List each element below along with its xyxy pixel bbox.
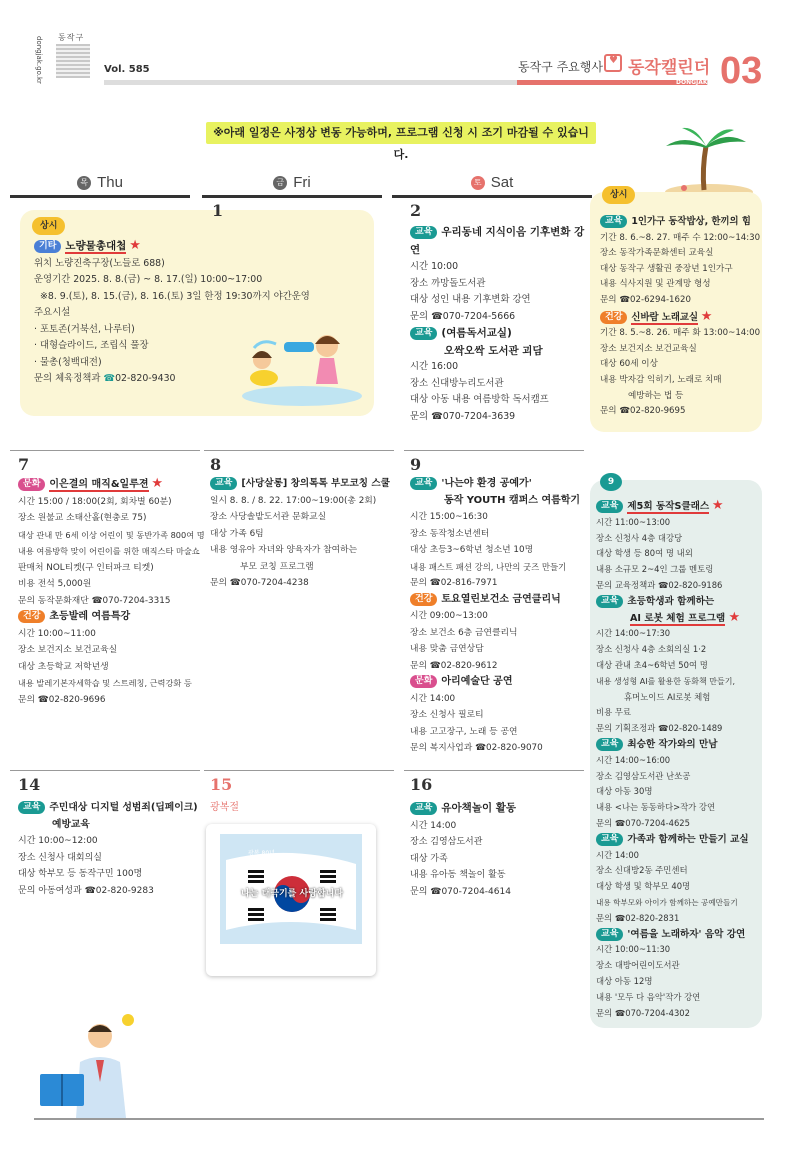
event-title: 주민대상 디지털 성범죄(딥페이크) xyxy=(49,802,198,813)
category-tag: 교육 xyxy=(410,802,437,815)
event-line: 대상 60세 이상 xyxy=(600,359,658,370)
star-icon: ★ xyxy=(728,609,741,625)
event-line: 내용 고고장구, 노래 등 공연 xyxy=(410,726,518,737)
calendar-icon xyxy=(604,54,622,72)
event-title: (여름독서교실) xyxy=(441,327,512,339)
header-event-label: 동작구 주요행사 xyxy=(518,60,603,74)
event-line: 대상 학생 등 80여 명 내외 xyxy=(596,548,693,559)
contact-dept: 체육정책과 xyxy=(55,373,101,384)
event-line: 시간 10:00~11:30 xyxy=(596,944,671,955)
category-tag: 교육 xyxy=(596,500,623,513)
event-line: 시간 15:00~16:30 xyxy=(410,512,488,522)
event-line: 문의 ☎070-7204-4625 xyxy=(596,817,690,828)
day14-events xyxy=(18,800,204,899)
event-line: 대상 아동 12명 xyxy=(596,975,653,986)
always-badge: 상시 xyxy=(32,217,65,235)
day2-events xyxy=(410,224,590,425)
day-number: 1 xyxy=(212,201,224,220)
event-title: 아리예술단 공연 xyxy=(441,676,513,687)
event-line: 대상 가족 xyxy=(410,853,448,864)
event-title: 토요열린보건소 금연클리닉 xyxy=(441,593,561,605)
event-title: 우리동네 지식이음 기후변화 강연 xyxy=(410,226,585,256)
event-title-line2: 오싹오싹 도서관 괴담 xyxy=(444,344,543,357)
event-line: 휴머노이드 AI로봇 체험 xyxy=(624,691,711,702)
row-divider xyxy=(204,450,394,451)
event-line: 대상 아동 내용 여름방학 독서캠프 xyxy=(410,394,549,405)
logo-label: 동작구 xyxy=(58,33,85,42)
footer-divider xyxy=(34,1118,764,1120)
category-tag: 기타 xyxy=(34,240,61,253)
star-icon: ★ xyxy=(129,238,141,253)
event-line: 내용 박자감 익히기, 노래로 치매 xyxy=(600,374,722,385)
logo-vertical-text: dongjak.go.kr xyxy=(35,36,43,84)
event-line: 내용 영유아 자녀와 양육자가 참여하는 xyxy=(210,545,358,555)
day-number-badge: 9 xyxy=(600,473,622,491)
event-title: 초등학생과 함께하는 xyxy=(627,595,715,607)
star-icon: ★ xyxy=(151,476,163,491)
event-line: 문의 ☎070-7204-3639 xyxy=(410,410,516,422)
palm-island-illustration xyxy=(654,124,754,202)
event-line: 문의 ☎070-7204-4302 xyxy=(596,1007,690,1018)
day8-events xyxy=(210,476,396,592)
page-title: 동작캘린더 xyxy=(628,58,711,78)
event-line: 장소 김영삼도서관 xyxy=(410,837,483,847)
event-line: 문의 ☎02-820-9612 xyxy=(410,660,498,671)
event-line: 장소 동작가족문화센터 교육실 xyxy=(600,248,714,259)
event-line: 대상 관내 만 6세 이상 어린이 및 동반가족 800여 명 xyxy=(18,529,205,540)
event-title: 신바람 노래교실 xyxy=(631,311,699,323)
category-tag: 교육 xyxy=(18,801,45,814)
star-icon: ★ xyxy=(711,498,724,513)
row-divider xyxy=(404,450,584,451)
day-number: 14 xyxy=(18,775,41,794)
event-line: 문의 동작문화재단 ☎070-7204-3315 xyxy=(18,595,171,606)
row-divider xyxy=(10,770,200,771)
kids-water-play-illustration xyxy=(232,318,362,408)
event-line: 장소 신대방누리도서관 xyxy=(410,377,504,389)
event-line: 시간 15:00 / 18:00(2회, 회차별 60분) xyxy=(18,496,172,507)
event-line: ※8. 9.(토), 8. 15.(금), 8. 16.(토) 3일 한정 19:30까지 야간운영 xyxy=(40,290,310,302)
day16-events xyxy=(410,800,590,900)
event-line: 장소 신청사 필로티 xyxy=(410,710,484,720)
event-line: 운영기간 2025. 8. 8.(금) ~ 8. 17.(일) 10:00~17:00 xyxy=(34,274,263,285)
category-tag: 교육 xyxy=(600,215,627,228)
row-divider xyxy=(10,450,200,451)
day7-events xyxy=(18,476,204,708)
event-line: 내용 맞춤 금연상담 xyxy=(410,644,484,654)
contact-label: 문의 xyxy=(34,373,53,384)
event-line: 비용 무료 xyxy=(596,707,632,718)
always-badge: 상시 xyxy=(602,186,635,204)
event-line: 장소 보건지소 보건교육실 xyxy=(18,645,118,655)
event-line: 문의 교육정책과 ☎02-820-9186 xyxy=(596,579,723,590)
event-line: 시간 10:00 xyxy=(410,261,459,272)
row-divider xyxy=(404,770,584,771)
qr-code-icon xyxy=(56,44,90,78)
day-header-fri xyxy=(202,174,382,198)
event-line: 문의 복지사업과 ☎02-820-9070 xyxy=(410,743,543,753)
event-line: · 물총(청백대전) xyxy=(34,356,102,368)
event-title-line2: 예방교육 xyxy=(52,818,90,830)
day-label-thu: Thu xyxy=(97,174,123,191)
sat-day9-events xyxy=(596,498,762,1021)
day-circle-sat: 토 xyxy=(471,176,485,190)
event-line: 예방하는 법 등 xyxy=(628,390,684,401)
event-line: 주요시설 xyxy=(34,307,71,318)
event-line: 문의 ☎02-820-9696 xyxy=(18,694,106,705)
category-tag: 교육 xyxy=(410,226,437,239)
event-line: 시간 14:00 xyxy=(596,849,639,860)
event-line: 시간 14:00~16:00 xyxy=(596,754,671,765)
category-tag: 건강 xyxy=(410,593,437,606)
page-number: 03 xyxy=(720,50,763,92)
event-line: 문의 ☎02-816-7971 xyxy=(410,578,498,588)
event-line: 장소 신청사 4층 대강당 xyxy=(596,532,683,543)
category-tag: 문화 xyxy=(410,675,437,688)
event-title-line2: 동작 YOUTH 캠퍼스 여름학기 xyxy=(444,494,581,506)
person-reading-illustration xyxy=(36,1012,166,1118)
event-title: 1인가구 동작밥상, 한끼의 힘 xyxy=(631,216,751,227)
event-line: 기간 8. 5.~8. 26. 매주 화 13:00~14:00 xyxy=(600,328,761,339)
event-line: 문의 ☎070-7204-4238 xyxy=(210,578,309,588)
category-tag: 교육 xyxy=(596,738,623,751)
event-line: 내용 학부모와 아이가 함께하는 공예만들기 xyxy=(596,897,738,907)
event-line: 문의 ☎02-820-9695 xyxy=(600,406,686,417)
event-line: · 대형슬라이드, 조립식 풀장 xyxy=(34,340,149,351)
event-title: '나는야 환경 공예가' xyxy=(441,478,532,489)
event-line: 대상 동작구 생활권 중장년 1인가구 xyxy=(600,263,733,274)
holiday-label: 광복절 xyxy=(210,802,239,813)
event-title: 노량물총대첩 xyxy=(65,240,127,252)
header-dongjak-en: DONGJAK xyxy=(676,79,708,86)
day-header-sat xyxy=(392,174,592,198)
event-title: 유아책놀이 활동 xyxy=(441,802,517,814)
day-number: 9 xyxy=(410,455,422,474)
day-header-thu xyxy=(10,174,190,198)
event-line: 내용 발레기본자세학습 및 스트레칭, 근력강화 등 xyxy=(18,678,192,688)
event-line: 장소 동작청소년센터 xyxy=(410,528,490,539)
event-line: · 포토존(거북선, 나루터) xyxy=(34,323,135,335)
event-line: 장소 보건지소 보건교육실 xyxy=(600,343,697,354)
event-line: 내용 <나는 동동하다>작가 강연 xyxy=(596,802,716,813)
event-line: 장소 까망돌도서관 xyxy=(410,277,486,289)
event-line: 내용 여름방학 맞이 어린이를 위한 매직스타 마술쇼 xyxy=(18,546,200,556)
row-divider xyxy=(204,770,394,771)
event-line: 시간 14:00 xyxy=(410,820,457,831)
event-title-line2: AI 로봇 체험 프로그램 xyxy=(630,612,726,624)
event-line: 시간 11:00~13:00 xyxy=(596,516,671,527)
event-line: 대상 초등학교 저학년생 xyxy=(18,661,109,672)
flag-caption: 나는 태극기를 사랑합니다 xyxy=(241,889,343,899)
event-line: 장소 신대방2동 주민센터 xyxy=(596,865,688,876)
event-title: 최승한 작가와의 만남 xyxy=(627,738,718,750)
volume-number: Vol. 585 xyxy=(104,64,150,75)
event-line: 장소 대방어린이도서관 xyxy=(596,960,680,971)
event-line: 장소 신청사 4층 소회의실 1·2 xyxy=(596,644,707,655)
event-line: 문의 ☎070-7204-4614 xyxy=(410,886,511,897)
event-line: 문의 기획조정과 ☎02-820-1489 xyxy=(596,723,723,734)
event-line: 시간 16:00 xyxy=(410,361,459,372)
event-line: 장소 원불교 소태산홀(현충로 75) xyxy=(18,513,147,523)
event-line: 판매처 NOL티켓(구 인터파크 티켓) xyxy=(18,562,154,573)
event-title: '여름을 노래하자' 음악 강연 xyxy=(627,928,746,940)
event-line: 문의 아동여성과 ☎02-820-9283 xyxy=(18,885,154,896)
event-title: [사당살롱] 창의톡톡 부모코칭 스쿨 xyxy=(241,478,390,489)
category-tag: 교육 xyxy=(596,928,623,941)
day-label-fri: Fri xyxy=(293,174,311,191)
event-line: 장소 김영삼도서관 난쏘공 xyxy=(596,770,691,781)
event-line: 대상 학생 및 학부모 40명 xyxy=(596,881,691,892)
event-line: 장소 보건소 6층 금연클리닉 xyxy=(410,627,518,638)
day-number: 2 xyxy=(410,201,422,220)
event-line: 대상 가족 6팀 xyxy=(210,528,264,539)
notice-banner: ※아래 일정은 사정상 변동 가능하며, 프로그램 신청 시 조기 마감될 수 있습니다. xyxy=(206,122,596,144)
day-circle-thu: 목 xyxy=(77,176,91,190)
day-number: 16 xyxy=(410,775,433,794)
taegukgi-photo-card xyxy=(206,824,376,976)
contact-phone: 02-820-9430 xyxy=(115,373,176,384)
event-title: 제5회 동작S클래스 xyxy=(627,501,710,512)
event-line: 기간 8. 6.~8. 27. 매주 수 12:00~14:30 xyxy=(600,232,761,243)
event-line: 문의 ☎070-7204-5666 xyxy=(410,310,516,322)
phone-icon: ☎ xyxy=(103,373,116,384)
event-line: 내용 '모두 다 음악'작가 강연 xyxy=(596,991,701,1002)
category-tag: 교육 xyxy=(596,595,623,608)
day-circle-fri: 금 xyxy=(273,176,287,190)
category-tag: 교육 xyxy=(596,833,623,846)
event-line: 부모 코칭 프로그램 xyxy=(240,561,314,572)
event-line: 시간 10:00~11:00 xyxy=(18,628,96,639)
event-line: 대상 초등3~6학년 청소년 10명 xyxy=(410,545,534,555)
event-line: 비용 전석 5,000원 xyxy=(18,579,92,589)
event-line: 내용 유아동 책놀이 활동 xyxy=(410,870,506,880)
day-number: 8 xyxy=(210,455,222,474)
category-tag: 교육 xyxy=(410,327,437,340)
event-line: 장소 사당솔밭도서관 문화교실 xyxy=(210,512,327,522)
flag-small-caption: 광복 80년 xyxy=(248,850,275,857)
event-line: 시간 09:00~13:00 xyxy=(410,611,488,621)
category-tag: 건강 xyxy=(18,610,45,623)
event-line: 내용 식사지원 및 관계망 형성 xyxy=(600,279,711,290)
event-line: 시간 14:00 xyxy=(410,693,456,704)
event-line: 시간 14:00~17:30 xyxy=(596,628,671,639)
category-tag: 건강 xyxy=(600,311,627,324)
category-tag: 교육 xyxy=(410,477,437,490)
event-line: 내용 소규모 2~4인 그룹 멘토링 xyxy=(596,564,714,575)
day-number: 7 xyxy=(18,455,30,474)
event-title: 가족과 함께하는 만들기 교실 xyxy=(627,833,749,845)
event-line: 대상 성인 내용 기후변화 강연 xyxy=(410,294,531,305)
event-title: 이은결의 매직&일루젼 xyxy=(49,479,149,490)
event-line: 일시 8. 8. / 8. 22. 17:00~19:00(총 2회) xyxy=(210,495,377,506)
event-title: 초등발레 여름특강 xyxy=(49,611,131,622)
event-line: 문의 ☎02-6294-1620 xyxy=(600,294,691,305)
day9-events xyxy=(410,476,590,757)
sat-always-events xyxy=(600,214,762,420)
day-number: 15 xyxy=(210,775,233,794)
event-line: 시간 10:00~12:00 xyxy=(18,836,98,846)
event-line: 문의 ☎02-820-2831 xyxy=(596,912,680,923)
category-tag: 문화 xyxy=(18,478,45,491)
category-tag: 교육 xyxy=(210,477,237,490)
day-label-sat: Sat xyxy=(490,174,514,191)
event-line: 장소 신청사 대회의실 xyxy=(18,852,102,863)
event-line: 대상 아동 30명 xyxy=(596,786,653,797)
event-line: 내용 생성형 AI를 활용한 동화책 만들기, xyxy=(596,676,736,686)
event-line: 위치 노량진축구장(노들로 688) xyxy=(34,257,165,269)
event-line: 대상 학부모 등 동작구민 100명 xyxy=(18,869,143,879)
event-line: 대상 관내 초4~6학년 50여 명 xyxy=(596,659,708,670)
event-line: 내용 패스트 패션 강의, 나만의 굿즈 만들기 xyxy=(410,561,567,572)
star-icon: ★ xyxy=(700,308,713,324)
